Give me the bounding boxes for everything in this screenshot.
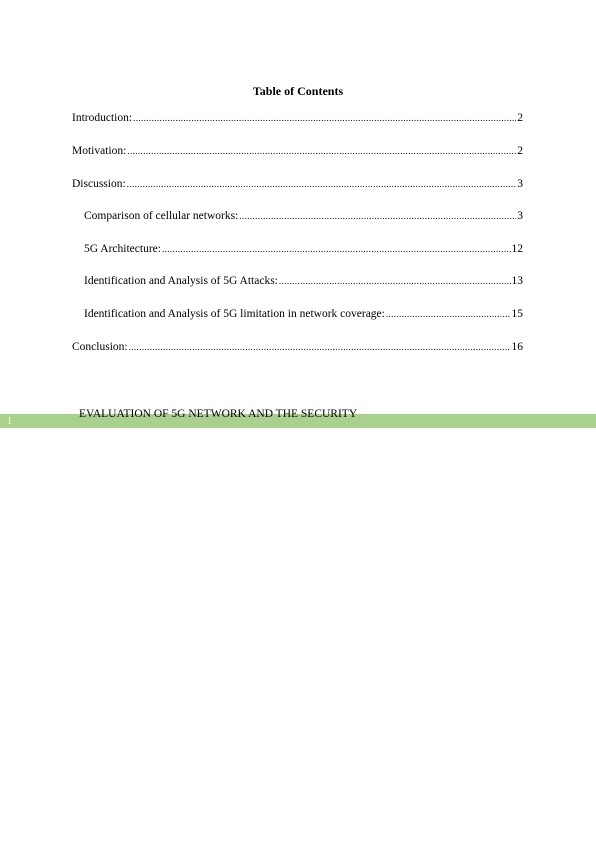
toc-dot-leader bbox=[162, 242, 511, 256]
toc-entry-motivation[interactable] bbox=[72, 144, 523, 158]
toc-entry-text: Discussion: bbox=[72, 178, 126, 190]
toc-page-number: 2 bbox=[517, 112, 523, 124]
toc-dot-leader bbox=[127, 144, 516, 158]
toc-page-number: 13 bbox=[511, 275, 523, 287]
toc-dot-leader bbox=[279, 274, 511, 288]
toc-entry-text: Introduction: bbox=[72, 112, 133, 124]
toc-entry-comparison-cellular-networks[interactable] bbox=[84, 209, 523, 223]
toc-entry-5g-attacks[interactable] bbox=[84, 274, 523, 288]
toc-entry-text: Identification and Analysis of 5G Attacks: bbox=[84, 275, 278, 287]
toc-entry-5g-architecture[interactable] bbox=[84, 242, 523, 256]
toc-dot-leader bbox=[133, 111, 516, 125]
toc-entry-text: Conclusion: bbox=[72, 341, 128, 353]
page-number: 1 bbox=[7, 416, 12, 427]
toc-dot-leader bbox=[239, 209, 516, 223]
toc-page-number: 3 bbox=[517, 210, 523, 222]
toc-title: Table of Contents bbox=[252, 84, 344, 98]
toc-page-number: 2 bbox=[517, 145, 523, 157]
toc-entry-discussion[interactable] bbox=[72, 177, 523, 191]
toc-entry-introduction[interactable] bbox=[72, 111, 523, 125]
toc-page-number: 15 bbox=[511, 308, 523, 320]
header-title: EVALUATION OF 5G NETWORK AND THE SECURITY bbox=[79, 408, 358, 420]
toc-entry-conclusion[interactable] bbox=[72, 340, 523, 354]
toc-entry-text: 5G Architecture: bbox=[84, 243, 161, 255]
toc-dot-leader bbox=[127, 177, 517, 191]
toc-entry-5g-limitation-coverage[interactable] bbox=[84, 307, 523, 321]
toc-entry-text: Motivation: bbox=[72, 145, 127, 157]
toc-dot-leader bbox=[129, 340, 511, 354]
toc-page-number: 3 bbox=[517, 178, 523, 190]
toc-page-number: 16 bbox=[511, 341, 523, 353]
toc-entry-text: Comparison of cellular networks: bbox=[84, 210, 239, 222]
toc-entry-text: Identification and Analysis of 5G limitation in network coverage: bbox=[84, 308, 385, 320]
toc-dot-leader bbox=[386, 307, 511, 321]
toc-page-number: 12 bbox=[511, 243, 523, 255]
